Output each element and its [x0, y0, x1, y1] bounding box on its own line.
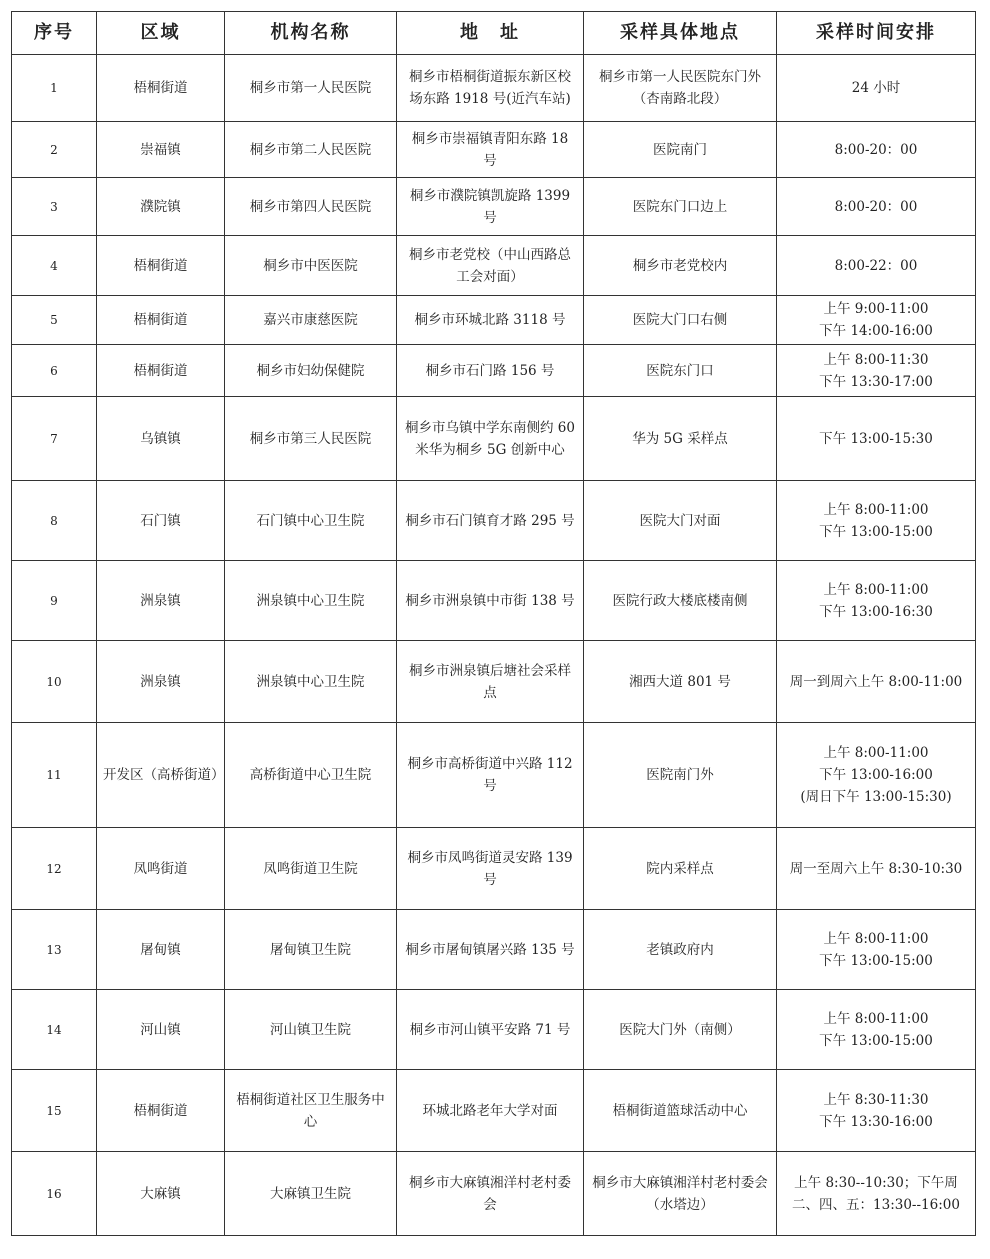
- time-line: 上午 8:00-11:00: [823, 1010, 929, 1027]
- cell-time: [777, 122, 976, 178]
- cell-site: 梧桐街道篮球活动中心: [584, 1070, 777, 1152]
- table-row: [12, 910, 976, 990]
- header-area: 区域: [97, 12, 225, 55]
- time-line: 下午 13:00-15:00: [819, 523, 933, 540]
- cell-no: 6: [12, 345, 97, 397]
- cell-area: 梧桐街道: [97, 1070, 225, 1152]
- cell-site: 医院东门口边上: [584, 178, 777, 236]
- header-address: 地 址: [397, 12, 584, 55]
- cell-site: 医院大门对面: [584, 481, 777, 561]
- cell-site: 桐乡市第一人民医院东门外（杏南路北段）: [584, 55, 777, 122]
- cell-address: 桐乡市濮院镇凯旋路 1399 号: [397, 178, 584, 236]
- time-line: 上午 9:00-11:00: [823, 301, 929, 317]
- cell-site: 医院南门外: [584, 723, 777, 828]
- cell-org: 洲泉镇中心卫生院: [225, 641, 397, 723]
- header-no: 序号: [12, 12, 97, 55]
- cell-area: 屠甸镇: [97, 910, 225, 990]
- time-line: 8:00-20：00: [834, 141, 918, 158]
- cell-site: 医院南门: [584, 122, 777, 178]
- cell-no: 8: [12, 481, 97, 561]
- time-line: 上午 8:30--10:30；下午周二、四、五：13:30--16:00: [792, 1174, 960, 1213]
- table-row: [12, 296, 976, 345]
- cell-area: 开发区（高桥街道）: [97, 723, 225, 828]
- cell-site: 湘西大道 801 号: [584, 641, 777, 723]
- cell-address: 桐乡市环城北路 3118 号: [397, 296, 584, 345]
- cell-time: [777, 990, 976, 1070]
- time-line: 上午 8:00-11:00: [823, 581, 929, 598]
- cell-time: [777, 1152, 976, 1236]
- header-site: 采样具体地点: [584, 12, 777, 55]
- cell-area: 大麻镇: [97, 1152, 225, 1236]
- cell-no: 9: [12, 561, 97, 641]
- cell-time: [777, 1070, 976, 1152]
- cell-no: 5: [12, 296, 97, 345]
- cell-site: 医院大门口右侧: [584, 296, 777, 345]
- cell-time: [777, 641, 976, 723]
- cell-area: 河山镇: [97, 990, 225, 1070]
- table-row: [12, 55, 976, 122]
- cell-no: 10: [12, 641, 97, 723]
- cell-address: 桐乡市石门路 156 号: [397, 345, 584, 397]
- cell-time: [777, 296, 976, 345]
- cell-area: 洲泉镇: [97, 561, 225, 641]
- cell-org: 大麻镇卫生院: [225, 1152, 397, 1236]
- cell-site: 华为 5G 采样点: [584, 397, 777, 481]
- cell-address: 桐乡市凤鸣街道灵安路 139 号: [397, 828, 584, 910]
- cell-area: 濮院镇: [97, 178, 225, 236]
- table-row: [12, 561, 976, 641]
- cell-org: 凤鸣街道卫生院: [225, 828, 397, 910]
- cell-org: 桐乡市第四人民医院: [225, 178, 397, 236]
- cell-area: 乌镇镇: [97, 397, 225, 481]
- cell-site: 医院东门口: [584, 345, 777, 397]
- cell-area: 梧桐街道: [97, 55, 225, 122]
- cell-area: 梧桐街道: [97, 236, 225, 296]
- cell-org: 洲泉镇中心卫生院: [225, 561, 397, 641]
- cell-address: 桐乡市崇福镇青阳东路 18 号: [397, 122, 584, 178]
- cell-area: 梧桐街道: [97, 296, 225, 345]
- cell-address: 环城北路老年大学对面: [397, 1070, 584, 1152]
- schedule-table-container: [11, 11, 975, 1236]
- time-line: 下午 13:00-16:30: [819, 603, 933, 620]
- table-body: [12, 55, 976, 1236]
- cell-time: [777, 481, 976, 561]
- time-line: 上午 8:00-11:30: [823, 351, 929, 368]
- cell-time: [777, 55, 976, 122]
- cell-no: 15: [12, 1070, 97, 1152]
- cell-no: 7: [12, 397, 97, 481]
- time-line: 24 小时: [851, 80, 901, 96]
- cell-no: 1: [12, 55, 97, 122]
- time-line: 下午 13:30-17:00: [819, 373, 933, 390]
- cell-org: 高桥街道中心卫生院: [225, 723, 397, 828]
- cell-time: [777, 345, 976, 397]
- table-row: [12, 1152, 976, 1236]
- cell-org: 嘉兴市康慈医院: [225, 296, 397, 345]
- cell-address: 桐乡市高桥街道中兴路 112 号: [397, 723, 584, 828]
- table-row: [12, 122, 976, 178]
- cell-address: 桐乡市梧桐街道振东新区校场东路 1918 号(近汽车站): [397, 55, 584, 122]
- cell-no: 3: [12, 178, 97, 236]
- time-line: 上午 8:00-11:00: [823, 930, 929, 947]
- time-line: (周日下午 13:00-15:30): [800, 789, 952, 805]
- table-row: [12, 345, 976, 397]
- cell-org: 桐乡市第二人民医院: [225, 122, 397, 178]
- time-line: 下午 13:00-16:00: [819, 767, 933, 783]
- cell-time: [777, 236, 976, 296]
- header-org: 机构名称: [225, 12, 397, 55]
- time-line: 8:00-22：00: [834, 257, 918, 274]
- sampling-schedule-table: [11, 11, 976, 1236]
- cell-site: 院内采样点: [584, 828, 777, 910]
- cell-site: 桐乡市老党校内: [584, 236, 777, 296]
- header-row: [12, 12, 976, 55]
- cell-address: 桐乡市石门镇育才路 295 号: [397, 481, 584, 561]
- cell-time: [777, 561, 976, 641]
- cell-time: [777, 723, 976, 828]
- cell-address: 桐乡市乌镇中学东南侧约 60 米华为桐乡 5G 创新中心: [397, 397, 584, 481]
- cell-address: 桐乡市大麻镇湘洋村老村委会: [397, 1152, 584, 1236]
- cell-org: 桐乡市中医医院: [225, 236, 397, 296]
- time-line: 下午 13:00-15:00: [819, 1032, 933, 1049]
- cell-area: 石门镇: [97, 481, 225, 561]
- cell-no: 4: [12, 236, 97, 296]
- cell-org: 屠甸镇卫生院: [225, 910, 397, 990]
- time-line: 下午 13:30-16:00: [819, 1113, 933, 1130]
- time-line: 下午 13:00-15:00: [819, 952, 933, 969]
- cell-no: 12: [12, 828, 97, 910]
- cell-no: 11: [12, 723, 97, 828]
- cell-address: 桐乡市河山镇平安路 71 号: [397, 990, 584, 1070]
- table-row: [12, 397, 976, 481]
- cell-area: 凤鸣街道: [97, 828, 225, 910]
- cell-address: 桐乡市洲泉镇中市街 138 号: [397, 561, 584, 641]
- table-row: [12, 828, 976, 910]
- time-line: 上午 8:30-11:30: [823, 1091, 929, 1108]
- cell-site: 桐乡市大麻镇湘洋村老村委会（水塔边）: [584, 1152, 777, 1236]
- cell-org: 石门镇中心卫生院: [225, 481, 397, 561]
- time-line: 8:00-20：00: [834, 198, 918, 215]
- time-line: 上午 8:00-11:00: [823, 745, 929, 761]
- cell-time: [777, 178, 976, 236]
- cell-address: 桐乡市屠甸镇屠兴路 135 号: [397, 910, 584, 990]
- cell-no: 13: [12, 910, 97, 990]
- cell-address: 桐乡市老党校（中山西路总工会对面）: [397, 236, 584, 296]
- table-row: [12, 1070, 976, 1152]
- table-row: [12, 236, 976, 296]
- cell-org: 梧桐街道社区卫生服务中心: [225, 1070, 397, 1152]
- time-line: 上午 8:00-11:00: [823, 501, 929, 518]
- time-line: 下午 13:00-15:30: [819, 430, 933, 447]
- cell-site: 医院行政大楼底楼南侧: [584, 561, 777, 641]
- time-line: 下午 14:00-16:00: [819, 323, 933, 339]
- cell-no: 16: [12, 1152, 97, 1236]
- cell-no: 2: [12, 122, 97, 178]
- cell-address: 桐乡市洲泉镇后塘社会采样点: [397, 641, 584, 723]
- header-time: 采样时间安排: [777, 12, 976, 55]
- cell-site: 老镇政府内: [584, 910, 777, 990]
- table-row: [12, 641, 976, 723]
- table-row: [12, 990, 976, 1070]
- table-row: [12, 178, 976, 236]
- table-row: [12, 481, 976, 561]
- time-line: 周一至周六上午 8:30-10:30: [789, 860, 963, 877]
- cell-org: 桐乡市妇幼保健院: [225, 345, 397, 397]
- cell-org: 桐乡市第三人民医院: [225, 397, 397, 481]
- cell-org: 桐乡市第一人民医院: [225, 55, 397, 122]
- table-row: [12, 723, 976, 828]
- cell-no: 14: [12, 990, 97, 1070]
- cell-site: 医院大门外（南侧）: [584, 990, 777, 1070]
- cell-org: 河山镇卫生院: [225, 990, 397, 1070]
- cell-time: [777, 397, 976, 481]
- cell-area: 梧桐街道: [97, 345, 225, 397]
- cell-area: 崇福镇: [97, 122, 225, 178]
- time-line: 周一到周六上午 8:00-11:00: [789, 673, 963, 690]
- cell-area: 洲泉镇: [97, 641, 225, 723]
- cell-time: [777, 910, 976, 990]
- cell-time: [777, 828, 976, 910]
